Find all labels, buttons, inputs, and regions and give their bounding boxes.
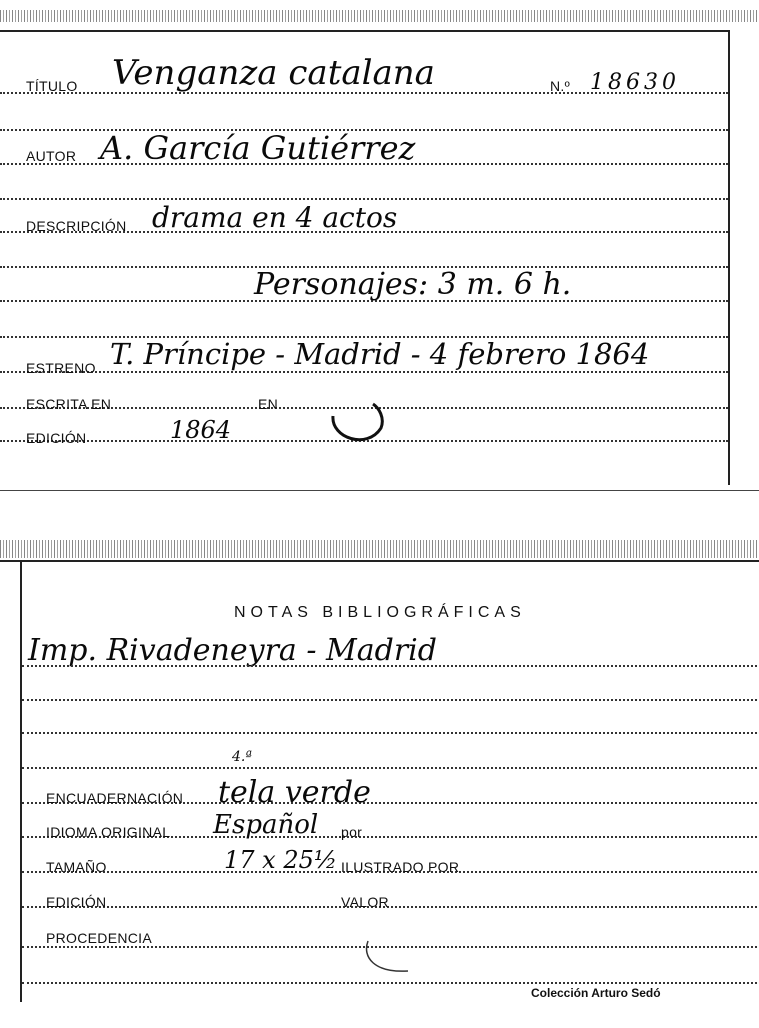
encuadernacion-note: 4.ª bbox=[232, 749, 253, 765]
edicion-label: EDICIÓN bbox=[46, 894, 107, 910]
estreno-label: ESTRENO bbox=[26, 360, 96, 376]
procedencia-label: PROCEDENCIA bbox=[46, 930, 152, 946]
rule-line bbox=[0, 371, 728, 373]
encuadernacion-label: ENCUADERNACIÓN bbox=[46, 790, 184, 806]
valor-label: VALOR bbox=[341, 894, 389, 910]
personajes-value: Personajes: 3 m. 6 h. bbox=[254, 267, 572, 302]
notas-header: NOTAS BIBLIOGRÁFICAS bbox=[234, 604, 526, 621]
card-bottom-border bbox=[0, 490, 759, 491]
titulo-label: TÍTULO bbox=[26, 78, 78, 94]
autor-label: AUTOR bbox=[26, 148, 77, 164]
descripcion-value: drama en 4 actos bbox=[152, 201, 398, 234]
card-top-border bbox=[0, 30, 730, 32]
autor-value: A. García Gutiérrez bbox=[100, 129, 416, 167]
en-label: EN bbox=[258, 396, 279, 412]
card-left-border bbox=[20, 562, 22, 1002]
idioma-label: IDIOMA ORIGINAL bbox=[46, 824, 171, 840]
ilustrado-label: ILUSTRADO POR bbox=[341, 859, 460, 875]
catalog-card-top bbox=[0, 0, 759, 495]
estreno-value: T. Príncipe - Madrid - 4 febrero 1864 bbox=[110, 337, 650, 371]
descripcion-label: DESCRIPCIÓN bbox=[26, 218, 127, 234]
card-right-border bbox=[728, 30, 730, 485]
numero-value: 18630 bbox=[590, 70, 680, 95]
rule-line bbox=[22, 906, 757, 908]
tamano-value: 17 x 25½ bbox=[224, 846, 338, 874]
numero-label: N.º bbox=[550, 78, 571, 94]
encuadernacion-value: tela verde bbox=[218, 775, 371, 810]
idioma-value: Español bbox=[213, 810, 319, 840]
rule-line bbox=[0, 198, 728, 200]
titulo-value: Venganza catalana bbox=[112, 53, 435, 93]
rule-line bbox=[22, 982, 757, 984]
rule-line bbox=[22, 699, 757, 701]
catalog-card-bottom bbox=[0, 540, 759, 1010]
edicion-value: 1864 bbox=[170, 416, 232, 444]
pen-mark-curve bbox=[360, 935, 420, 980]
notas-value: Imp. Rivadeneyra - Madrid bbox=[28, 633, 437, 668]
rule-line bbox=[22, 732, 757, 734]
collection-credit: Colección Arturo Sedó bbox=[531, 986, 661, 1000]
rule-line bbox=[22, 767, 757, 769]
por-label: por bbox=[341, 824, 363, 840]
escrita-en-label: ESCRITA EN bbox=[26, 396, 112, 412]
card-top-border bbox=[0, 560, 759, 562]
card-torn-edge bbox=[0, 540, 759, 558]
card-torn-edge bbox=[0, 10, 759, 22]
edicion-label: EDICIÓN bbox=[26, 430, 87, 446]
rule-line bbox=[22, 665, 757, 667]
tamano-label: TAMAÑO bbox=[46, 859, 107, 875]
pen-mark-arc bbox=[325, 398, 387, 448]
